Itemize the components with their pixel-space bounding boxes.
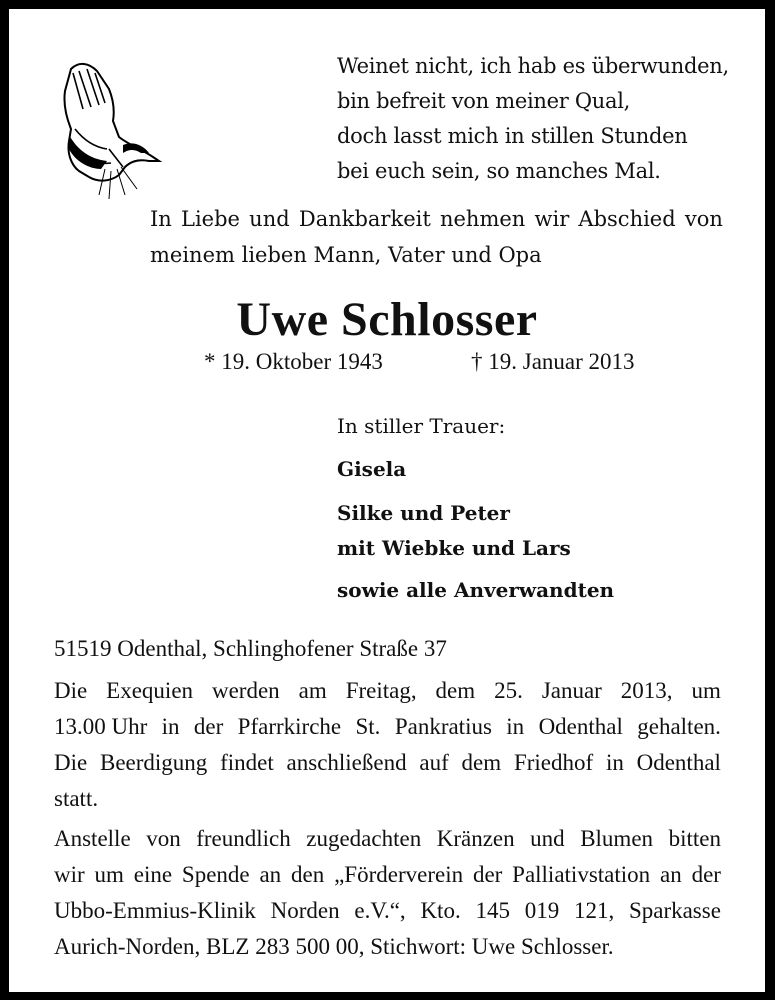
poem-line: Weinet nicht, ich hab es überwunden, (337, 54, 729, 78)
service-line: statt. (54, 786, 99, 811)
donation-line: Ubbo-Emmius-Klinik Norden e.V.“, Kto. 145 019 121, Sparkasse (54, 898, 721, 923)
donation-info (54, 821, 721, 965)
poem (337, 49, 729, 189)
intro-line-1: In Liebe und Dankbarkeit nehmen wir Abschied von (150, 207, 723, 231)
birth-date: * 19. Oktober 1943 (204, 349, 383, 374)
mourner-name: Silke und Peter (337, 501, 510, 525)
service-line: Die Exequien werden am Freitag, dem 25. Januar 2013, um (54, 678, 721, 703)
death-date: † 19. Januar 2013 (471, 349, 635, 374)
poem-line: bei euch sein, so manches Mal. (337, 159, 661, 183)
service-info (54, 673, 721, 817)
mourners-heading: In stiller Trauer: (337, 414, 506, 438)
service-line: 13.00 Uhr in der Pfarrkirche St. Pankratius in Odenthal gehalten. (54, 714, 721, 739)
mourner-name: mit Wiebke und Lars (337, 536, 571, 560)
service-line: Die Beerdigung findet anschließend auf dem Friedhof in Odenthal (54, 750, 721, 775)
intro-line-2: meinem lieben Mann, Vater und Opa (150, 243, 542, 267)
mourner-name: Gisela (337, 457, 407, 481)
mourner-name: sowie alle Anverwandten (337, 578, 615, 602)
praying-hands-icon (49, 49, 164, 204)
deceased-name: Uwe Schlosser (236, 293, 538, 346)
obituary-notice (9, 9, 765, 992)
donation-line: wir um eine Spende an den „Förderverein der Palliativstation an der (54, 862, 721, 887)
donation-line: Anstelle von freundlich zugedachten Kränzen und Blumen bitten (54, 826, 721, 851)
donation-line: Aurich-Norden, BLZ 283 500 00, Stichwort: Uwe Schlosser. (54, 934, 614, 959)
poem-line: doch lasst mich in stillen Stunden (337, 124, 688, 148)
intro-text (150, 201, 723, 273)
poem-line: bin befreit von meiner Qual, (337, 89, 630, 113)
address: 51519 Odenthal, Schlinghofener Straße 37 (54, 636, 447, 661)
